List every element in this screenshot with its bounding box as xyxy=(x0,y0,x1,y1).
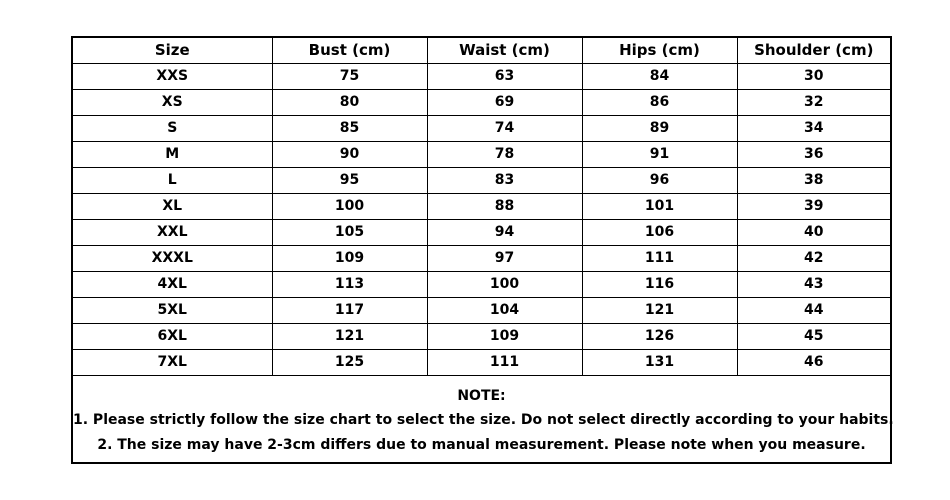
cell-shoulder: 30 xyxy=(737,64,890,90)
header-waist: Waist (cm) xyxy=(427,38,582,64)
cell-size: 4XL xyxy=(73,272,272,298)
cell-bust: 105 xyxy=(272,220,427,246)
cell-waist: 78 xyxy=(427,142,582,168)
cell-hips: 131 xyxy=(582,350,737,376)
cell-shoulder: 38 xyxy=(737,168,890,194)
cell-hips: 126 xyxy=(582,324,737,350)
table-row xyxy=(73,64,890,90)
cell-size: 5XL xyxy=(73,298,272,324)
cell-hips: 89 xyxy=(582,116,737,142)
cell-bust: 121 xyxy=(272,324,427,350)
cell-shoulder: 36 xyxy=(737,142,890,168)
table-row xyxy=(73,324,890,350)
cell-waist: 74 xyxy=(427,116,582,142)
table-row xyxy=(73,116,890,142)
cell-shoulder: 42 xyxy=(737,246,890,272)
cell-waist: 83 xyxy=(427,168,582,194)
cell-hips: 84 xyxy=(582,64,737,90)
table-header-row xyxy=(73,38,890,64)
size-table xyxy=(73,38,890,376)
cell-bust: 90 xyxy=(272,142,427,168)
header-bust: Bust (cm) xyxy=(272,38,427,64)
cell-waist: 97 xyxy=(427,246,582,272)
cell-hips: 91 xyxy=(582,142,737,168)
cell-bust: 125 xyxy=(272,350,427,376)
table-row xyxy=(73,194,890,220)
cell-size: XL xyxy=(73,194,272,220)
cell-size: S xyxy=(73,116,272,142)
cell-hips: 86 xyxy=(582,90,737,116)
header-hips: Hips (cm) xyxy=(582,38,737,64)
cell-bust: 113 xyxy=(272,272,427,298)
cell-size: XS xyxy=(73,90,272,116)
cell-shoulder: 44 xyxy=(737,298,890,324)
header-size: Size xyxy=(73,38,272,64)
cell-bust: 100 xyxy=(272,194,427,220)
cell-size: 7XL xyxy=(73,350,272,376)
cell-shoulder: 45 xyxy=(737,324,890,350)
table-row xyxy=(73,350,890,376)
cell-waist: 104 xyxy=(427,298,582,324)
cell-bust: 109 xyxy=(272,246,427,272)
table-body xyxy=(73,64,890,376)
table-row xyxy=(73,246,890,272)
cell-bust: 95 xyxy=(272,168,427,194)
table-row xyxy=(73,272,890,298)
cell-waist: 109 xyxy=(427,324,582,350)
table-row xyxy=(73,90,890,116)
cell-bust: 80 xyxy=(272,90,427,116)
cell-bust: 117 xyxy=(272,298,427,324)
cell-hips: 96 xyxy=(582,168,737,194)
table-row xyxy=(73,142,890,168)
cell-size: XXL xyxy=(73,220,272,246)
note-line-2: 2. The size may have 2-3cm differs due to manual measurement. Please note when you measure. xyxy=(97,437,866,453)
size-chart xyxy=(71,36,892,464)
cell-hips: 106 xyxy=(582,220,737,246)
cell-bust: 85 xyxy=(272,116,427,142)
cell-shoulder: 40 xyxy=(737,220,890,246)
cell-waist: 100 xyxy=(427,272,582,298)
cell-hips: 116 xyxy=(582,272,737,298)
cell-size: XXXL xyxy=(73,246,272,272)
cell-waist: 111 xyxy=(427,350,582,376)
cell-waist: 88 xyxy=(427,194,582,220)
cell-shoulder: 39 xyxy=(737,194,890,220)
cell-shoulder: 43 xyxy=(737,272,890,298)
cell-hips: 101 xyxy=(582,194,737,220)
table-row xyxy=(73,168,890,194)
cell-waist: 94 xyxy=(427,220,582,246)
cell-shoulder: 46 xyxy=(737,350,890,376)
cell-size: XXS xyxy=(73,64,272,90)
cell-shoulder: 34 xyxy=(737,116,890,142)
cell-waist: 63 xyxy=(427,64,582,90)
table-row xyxy=(73,298,890,324)
note-line-1: 1. Please strictly follow the size chart to select the size. Do not select directly according to your habits. xyxy=(73,412,894,428)
cell-hips: 111 xyxy=(582,246,737,272)
cell-hips: 121 xyxy=(582,298,737,324)
table-row xyxy=(73,220,890,246)
cell-size: L xyxy=(73,168,272,194)
cell-size: M xyxy=(73,142,272,168)
note-title: NOTE: xyxy=(457,388,506,404)
cell-bust: 75 xyxy=(272,64,427,90)
cell-waist: 69 xyxy=(427,90,582,116)
header-shoulder: Shoulder (cm) xyxy=(737,38,890,64)
cell-size: 6XL xyxy=(73,324,272,350)
cell-shoulder: 32 xyxy=(737,90,890,116)
note-block xyxy=(73,376,894,458)
